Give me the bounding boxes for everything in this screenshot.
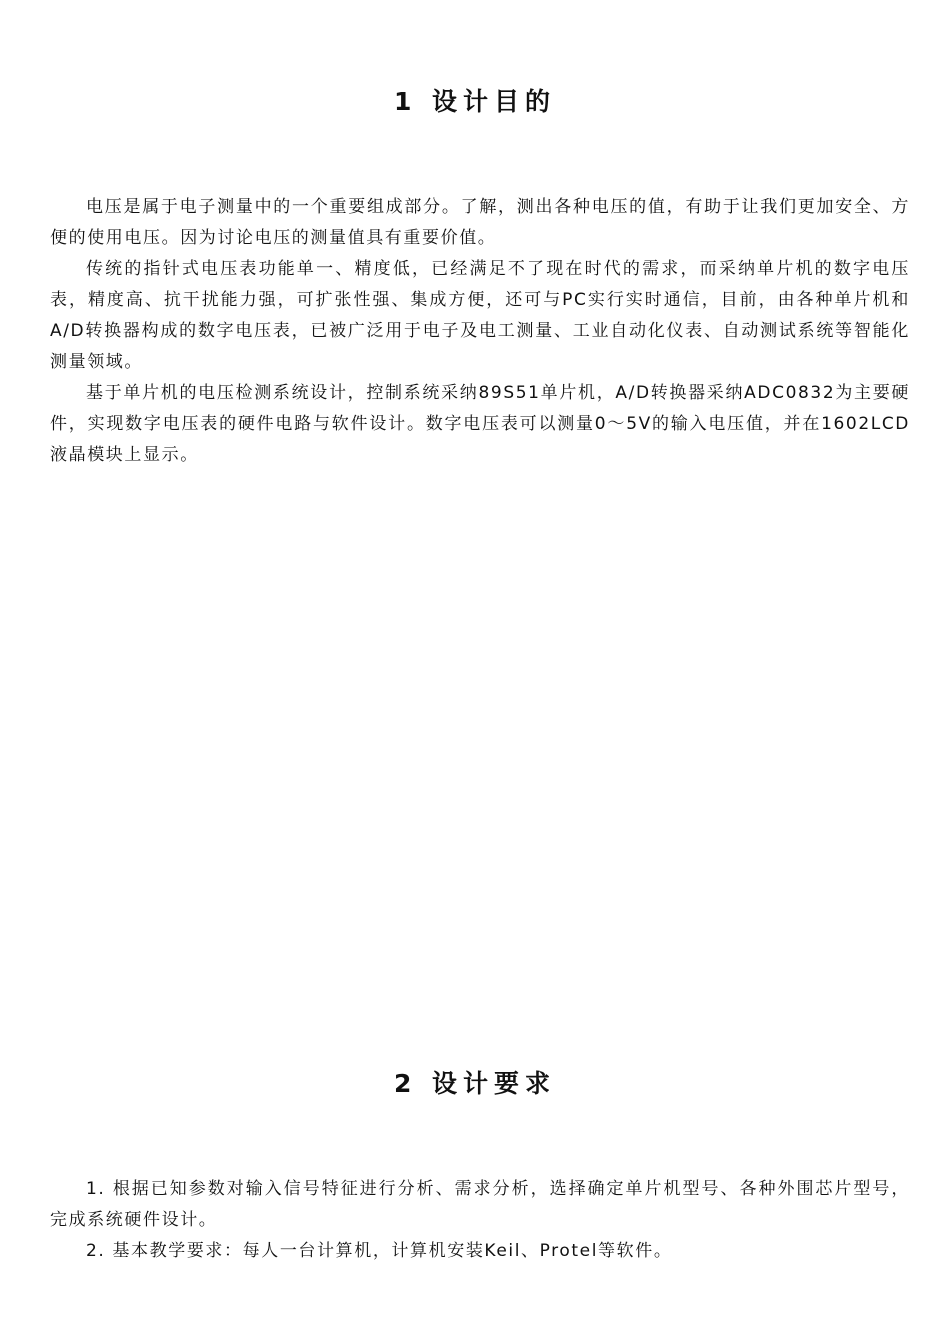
section-heading-design-requirements: 2 设计要求 — [393, 1069, 557, 1098]
paragraph: 电压是属于电子测量中的一个重要组成部分。了解，测出各种电压的值，有助于让我们更加安全、方便的使用电压。因为讨论电压的测量值具有重要价值。 — [50, 197, 910, 248]
requirement-item: 1. 根据已知参数对输入信号特征进行分析、需求分析，选择确定单片机型号、各种外围芯片型号，完成系统硬件设计。 — [50, 1179, 910, 1230]
requirement-item: 2. 基本教学要求：每人一台计算机，计算机安装Keil、Protel等软件。 — [86, 1241, 673, 1261]
section-body-design-requirements — [50, 1174, 910, 1267]
paragraph: 传统的指针式电压表功能单一、精度低，已经满足不了现在时代的需求，而采纳单片机的数字电压表，精度高、抗干扰能力强，可扩张性强、集成方便，还可与PC实行实时通信，目前，由各种单片机和A/D转换器构成的数字电压表，已被广泛用于电子及电工测量、工业自动化仪表、自动测试系统等智能化测量领域。 — [50, 259, 910, 372]
paragraph: 基于单片机的电压检测系统设计，控制系统采纳89S51单片机，A/D转换器采纳ADC0832为主要硬件，实现数字电压表的硬件电路与软件设计。数字电压表可以测量0～5V的输入电压值，并在1602LCD液晶模块上显示。 — [50, 383, 910, 465]
section-body-design-purpose — [50, 192, 910, 471]
section-heading-design-purpose: 1 设计目的 — [393, 87, 557, 116]
